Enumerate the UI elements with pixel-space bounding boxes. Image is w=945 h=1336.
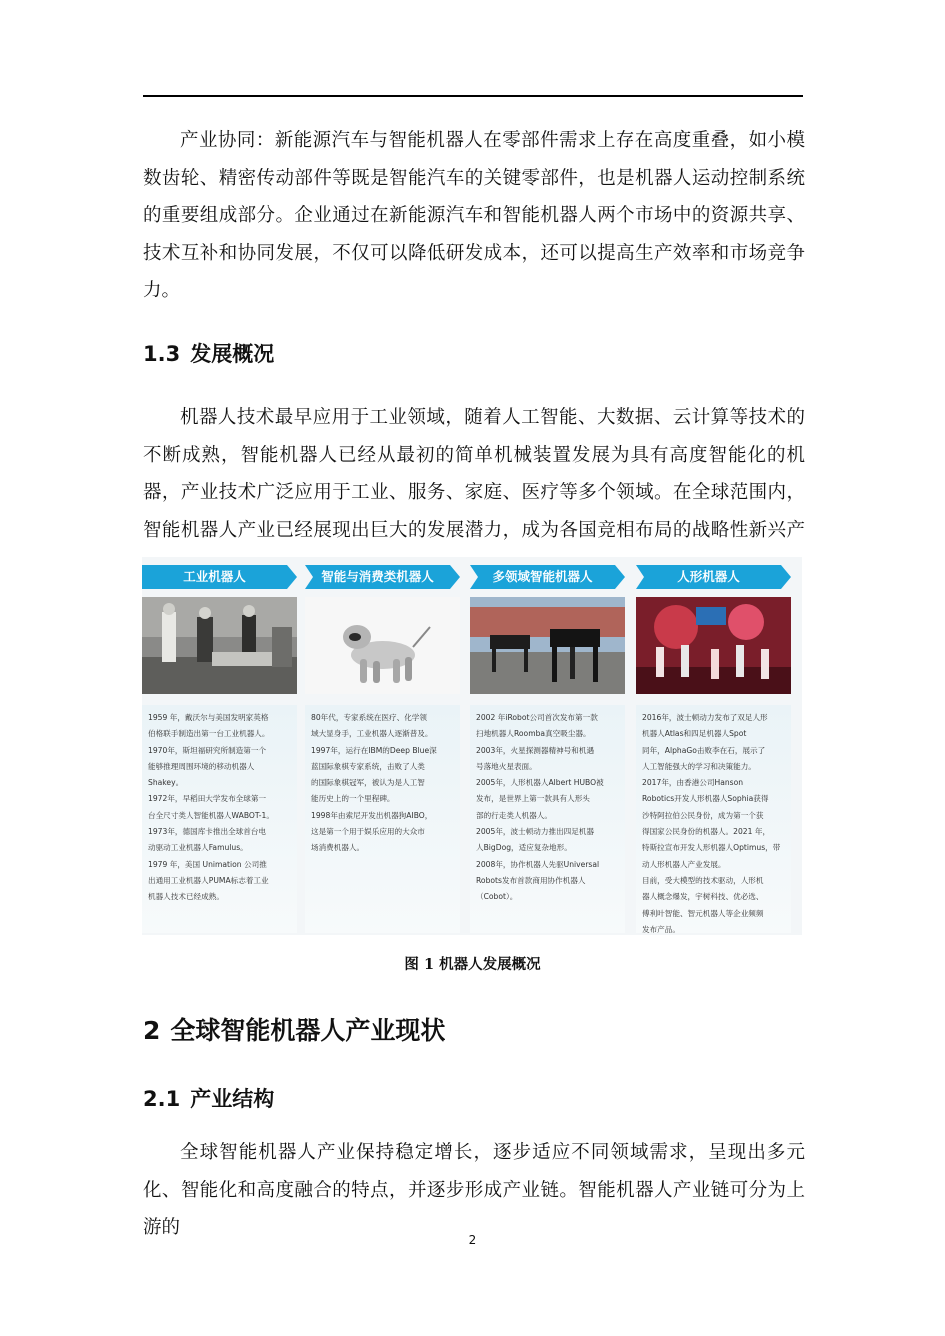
heading-title: 产业结构 [190,1086,275,1111]
header-rule [143,95,803,97]
quadruped-robots-photo [470,597,625,694]
banner-label: 人形机器人 [677,569,740,584]
paragraph-industry-structure: 全球智能机器人产业保持稳定增长，逐步适应不同领域需求，呈现出多元化、智能化和高度融合的特点，并逐步形成产业链。智能机器人产业链可分为上游的 [143,1142,805,1238]
paragraph-development-overview: 机器人技术最早应用于工业领域，随着人工智能、大数据、云计算等技术的不断成熟，智能机器人已经从最初的简单机械装置发展为具有高度智能化的机器，产业技术广泛应用于工业、服务、家庭、医疗等多个领域。在全球范围内，智能机器人产业已经展现出巨大的发展潜力，成为各国竞相布局的战略性新兴产 [143,407,805,541]
banner-label: 智能与消费类机器人 [321,569,434,584]
figure-column-industrial [142,557,297,935]
timeline-text: 2016年，波士顿动力发布了双足人形 机器人Atlas和四足机器人Spot 同年，AlphaGo击败李在石，展示了 人工智能强大的学习和决策能力。 2017年，由香港公司Hanson Robotics开发人形机器人Sophia获得 沙特阿拉伯公民身份，成为第一个获 得国家公民身份的机器人。2021 年， 特斯拉宣布开发人形机器人Optimus，带 动人形机器人产业发展。 目前，受大模型的技术驱动，人形机 器人概念爆发，宇树科技、优必选、 傅利叶智能、智元机器人等企业频频 发布产品。 [642,713,781,934]
caption-box [636,705,791,933]
caption-box [470,705,625,933]
timeline-text: 2002 年iRobot公司首次发布第一款 扫地机器人Roomba真空吸尘器。 2003年，火星探测器精神号和机遇 号落地火星表面。 2005年，人形机器人Albert HUBO被 发布，是世界上第一款具有人形头 部的行走类人机器人。 2005年，波士顿动力推出四足机器 人BigDog，适应复杂地形。 2008年，协作机器人先驱Universal Robots发布首款商用协作机器人 （Cobot）。 [476,713,604,902]
figure-caption: 图 1 机器人发展概况 [404,956,541,973]
robot-development-figure [142,557,802,935]
banner-industrial [142,565,297,589]
timeline-text: 80年代，专家系统在医疗、化学领 域大显身手，工业机器人逐渐普及。 1997年，运行在IBM的Deep Blue深 蓝国际象棋专家系统，击败了人类 的国际象棋冠军，被认为是人工智 能历史上的一个里程碑。 1998年由索尼开发出机器狗AIBO， 这是第一个用于娱乐应用的大众市 场消费机器人。 [311,713,437,853]
page-number: 2 [468,1233,477,1247]
heading-2 [143,1011,445,1047]
heading-2-1 [143,1083,274,1113]
heading-number: 2 [143,1016,161,1045]
caption-box [142,705,297,933]
figure-column-consumer [305,557,460,935]
banner-label: 多领域智能机器人 [492,569,593,584]
paragraph-industry-synergy: 产业协同：新能源汽车与智能机器人在零部件需求上存在高度重叠，如小模数齿轮、精密传动部件等既是智能汽车的关键零部件，也是机器人运动控制系统的重要组成部分。企业通过在新能源汽车和智能机器人两个市场中的资源共享、技术互补和协同发展，不仅可以降低研发成本，还可以提高生产效率和市场竞争力。 [143,130,805,301]
industrial-robot-photo [142,597,297,694]
heading-1-3 [143,338,274,368]
banner-humanoid [636,565,791,589]
timeline-text: 1959 年，戴沃尔与美国发明家英格 伯格联手制造出第一台工业机器人。 1970年，斯坦福研究所制造第一个 能够推理周围环境的移动机器人 Shakey。 1972年，早稻田大学发布全球第一 台全尺寸类人智能机器人WABOT-1。 1973年，德国库卡推出全球首台电 动驱动工业机器人Famulus。 1979 年，美国 Unimation 公司推 出通用工业机器人PUMA标志着工业 机器人技术已经成熟。 [148,713,274,902]
heading-title: 全球智能机器人产业现状 [170,1016,446,1045]
banner-consumer [305,565,460,589]
caption-box [305,705,460,933]
humanoid-robots-photo [636,597,791,694]
heading-number: 1.3 [143,342,181,366]
banner-multi-domain [470,565,625,589]
figure-column-humanoid [636,557,791,935]
robot-dog-photo [305,597,460,694]
banner-label: 工业机器人 [183,569,246,584]
heading-title: 发展概况 [190,341,275,366]
figure-column-multi-domain [470,557,625,935]
heading-number: 2.1 [143,1087,181,1111]
